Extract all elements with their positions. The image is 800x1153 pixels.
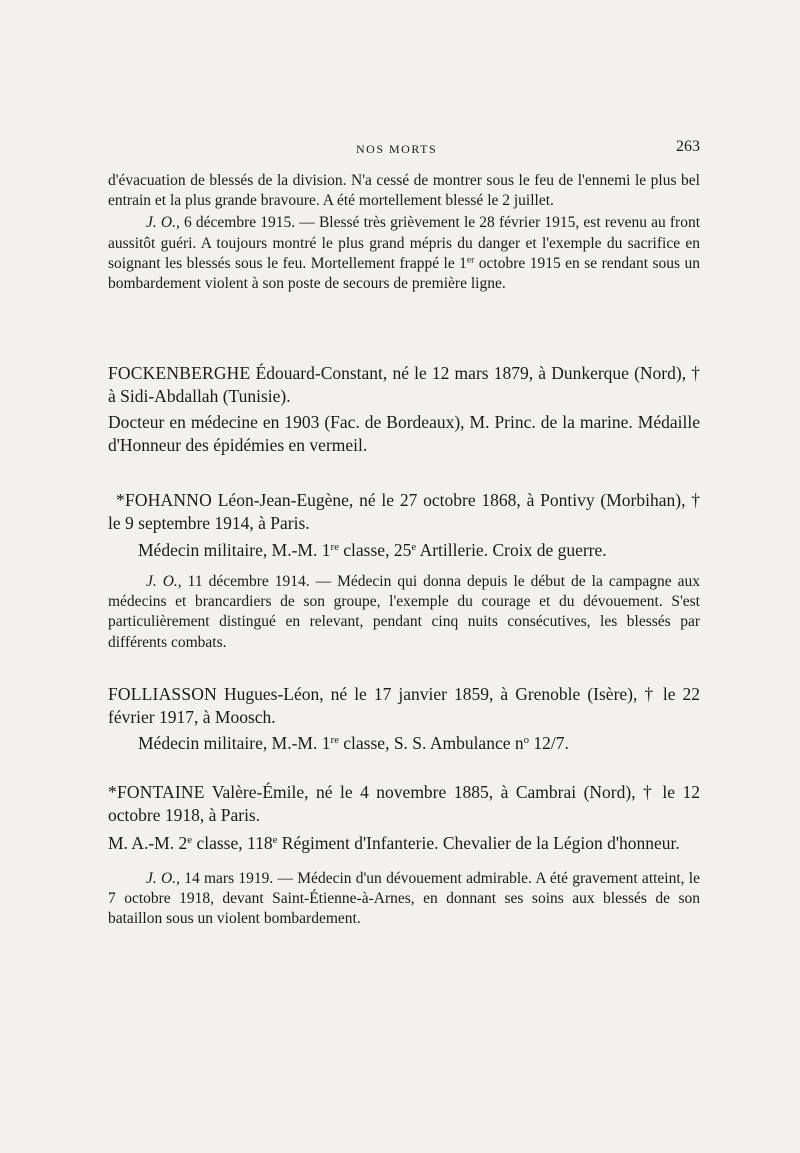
entry-identity: Hugues-Léon, né le 17 janvier 1859, à Grenoble (Isère), † le 22 février 1917, à Moosch. [108,684,700,727]
entry-name: FOCKENBERGHE [108,363,251,383]
entry-career: Médecin militaire, M.-M. 1re classe, 25e Artillerie. Croix de guerre. [138,540,607,560]
entry-career: M. A.-M. 2e classe, 118e Régiment d'Infanterie. Chevalier de la Légion d'honneur. [108,833,680,853]
continuation-text: d'évacuation de blessés de la division. N'a cessé de montrer sous le feu de l'ennemi le plus bel entrain et la plus grande bravoure. A été mortellement blessé le 2 juillet. [108,172,700,210]
running-title: NOS MORTS [356,142,438,156]
entry-identity: Léon-Jean-Eugène, né le 27 octobre 1868, à Pontivy (Morbihan), † le 9 septembre 1914, à Paris. [108,490,701,533]
entry-fohanno [108,489,700,653]
page-header [108,138,700,162]
entry-fockenberghe [108,362,700,457]
entry-name: *FOHANNO [116,490,212,510]
citation-text: J. O., 6 décembre 1915. — Blessé très grièvement le 28 février 1915, est revenu au front aussitôt guéri. A toujours montré le plus grand mépris du danger et l'exemple du sacrifice en soignant les blessés sous le feu. Mortellement frappé le 1er octobre 1915 en se rendant sous un bombardement violent à son poste de secours de première ligne. [108,214,700,293]
entry-heading [108,489,700,535]
entry-identity: Valère-Émile, né le 4 novembre 1885, à Cambrai (Nord), † le 12 octobre 1918, à Paris. [108,782,700,825]
entry-career: Médecin militaire, M.-M. 1re classe, S. S. Ambulance $n^o$ 12/7. [138,733,569,753]
entry-name: *FONTAINE [108,782,205,802]
entry-folliasson [108,683,700,755]
citation-text: J. O., 11 décembre 1914. — Médecin qui donna depuis le début de la campagne aux médecins et brancardiers de son groupe, l'exemple du courage et du dévouement. S'est particulièrement distingué en relevant, pendant cinq nuits consécutives, les blessés par différents combats. [108,573,700,651]
entry-heading [108,781,700,827]
entry-fontaine [108,781,700,930]
entry-name: FOLLIASSON [108,684,217,704]
previous-entry-continuation [108,171,700,294]
page-number: 263 [676,138,700,155]
citation-text: J. O., 14 mars 1919. — Médecin d'un dévouement admirable. A été gravement atteint, le 7 octobre 1918, devant Saint-Étienne-à-Arnes, en donnant ses soins aux blessés de son bataillon sous un violent bombardement. [108,870,700,928]
entry-identity: Édouard-Constant, né le 12 mars 1879, à Dunkerque (Nord), † à Sidi-Abdallah (Tunisie). [108,363,700,406]
entry-heading [108,683,700,729]
entry-career: Docteur en médecine en 1903 (Fac. de Bordeaux), M. Princ. de la marine. Médaille d'Honneur des épidémies en vermeil. [108,412,700,455]
entry-heading [108,362,700,408]
